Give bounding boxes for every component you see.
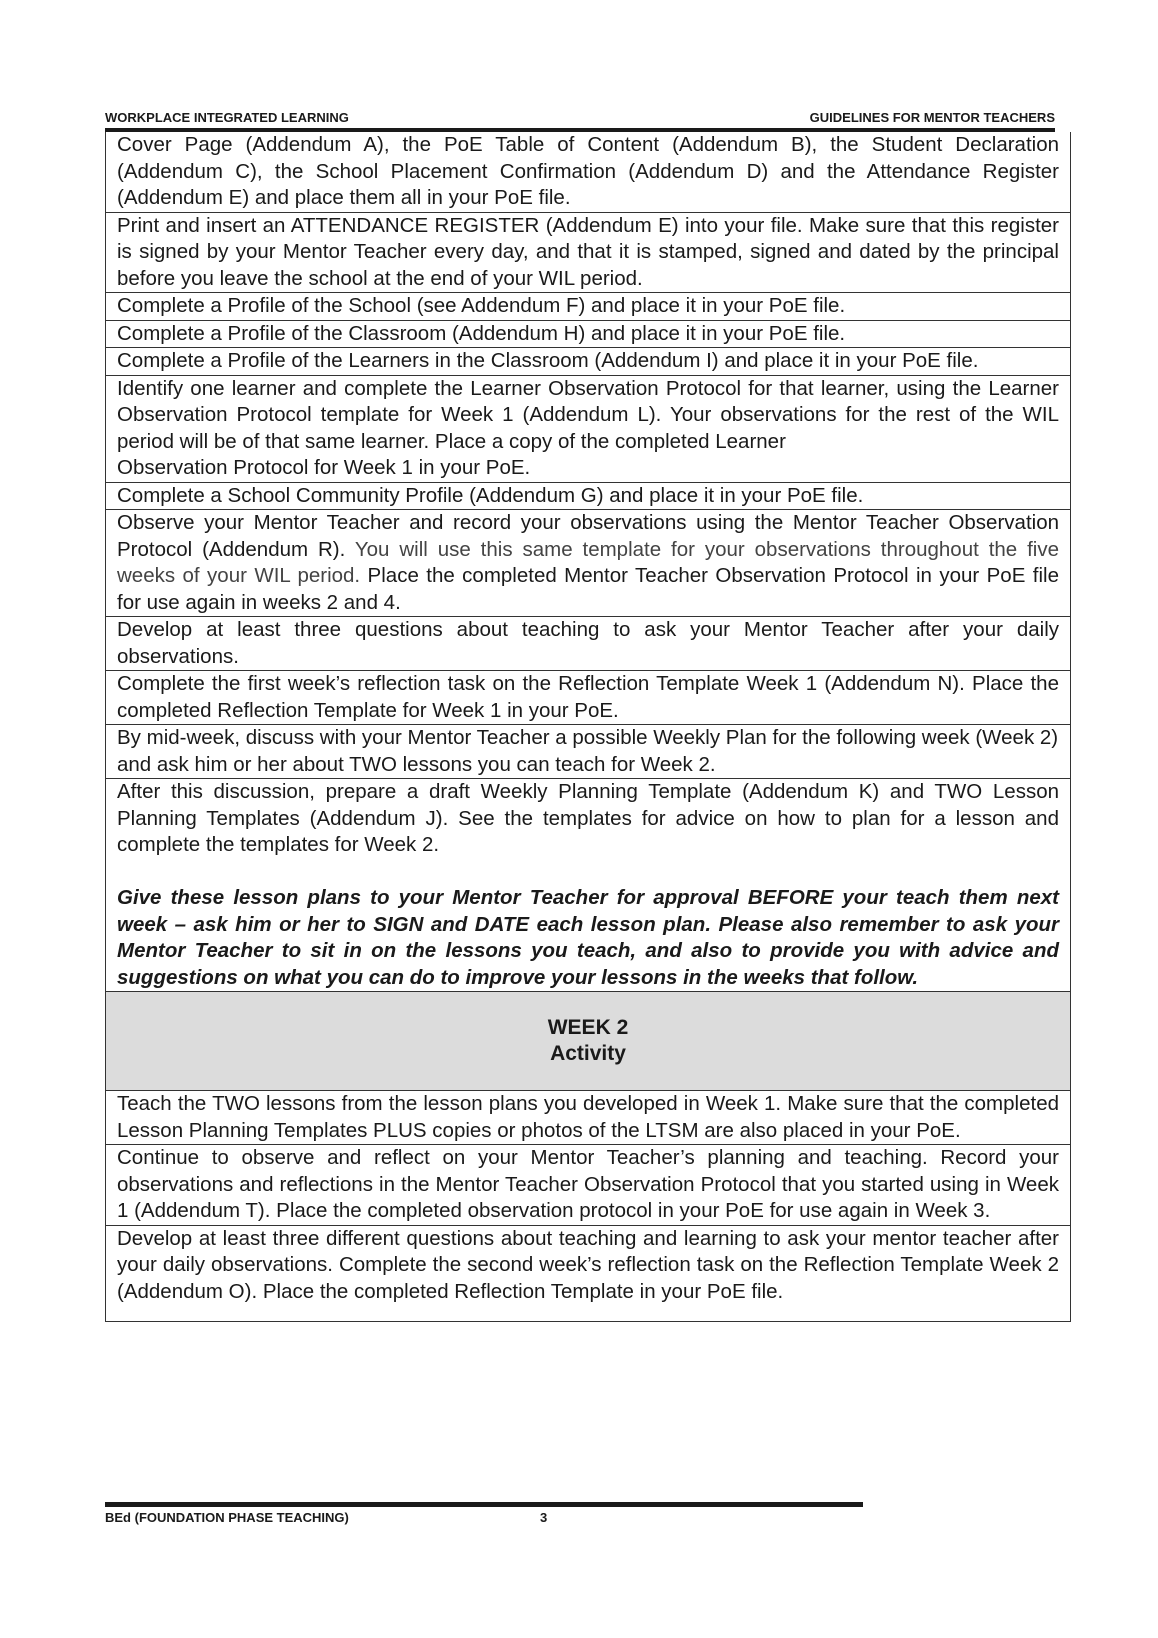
approval-note: Give these lesson plans to your Mentor Teacher for approval BEFORE your teach them next week – ask him or her to SIGN and DATE each lesson plan. Please also remember to ask your Mentor Teacher to sit in on the lessons you teach, and also to provide you with advice and suggestions on what you can do to improve your lessons in the weeks that follow. [117,886,1059,989]
table-row: Continue to observe and reflect on your Mentor Teacher’s planning and teaching. Record your observations and reflections in the Mentor Teacher Observation Protocol that you started using in Week 1 (Addendum T). Place the completed observation protocol in your PoE for use again in Week 3. [106,1145,1070,1226]
table-row: Develop at least three questions about teaching to ask your Mentor Teacher after your daily observations. [106,617,1070,671]
row-text: Observation Protocol for Week 1 in your PoE. [117,456,531,479]
header-right: GUIDELINES FOR MENTOR TEACHERS [809,110,1055,125]
table-row: Complete a Profile of the School (see Addendum F) and place it in your PoE file. [106,293,1070,321]
page-number: 3 [540,1510,548,1525]
table-row [106,376,1070,483]
table-row: Teach the TWO lessons from the lesson plans you developed in Week 1. Make sure that the completed Lesson Planning Templates PLUS copies or photos of the LTSM are also placed in your PoE. [106,1091,1070,1145]
row-text: Identify one learner and complete the Learner Observation Protocol for that learner, using the Learner Observation Protocol template for Week 1 (Addendum L). Your observations for the rest of the WIL period will be of that same learner. Place a copy of the completed Learner [117,376,1059,453]
footer-rule [105,1502,863,1507]
table-row: Complete a Profile of the Classroom (Addendum H) and place it in your PoE file. [106,321,1070,349]
table-row: Complete a Profile of the Learners in the Classroom (Addendum I) and place it in your PoE file. [106,348,1070,376]
table-row [106,510,1070,617]
row-text: After this discussion, prepare a draft Weekly Planning Template (Addendum K) and TWO Lesson Planning Templates (Addendum J). See the templates for advice on how to plan for a lesson and complete the templates for Week 2. [117,780,1059,856]
row-text: Place the completed Mentor Teacher Observation Protocol in your PoE file for use again in weeks 2 and 4. [117,564,1059,614]
table-row: By mid-week, discuss with your Mentor Teacher a possible Weekly Plan for the following week (Week 2) and ask him or her about TWO lessons you can teach for Week 2. [106,725,1070,779]
table-row: Complete the first week’s reflection task on the Reflection Template Week 1 (Addendum N). Place the completed Reflection Template for Week 1 in your PoE. [106,671,1070,725]
paragraph-gap [117,859,1059,886]
activity-table [105,132,1071,1322]
table-row: Develop at least three different questions about teaching and learning to ask your mentor teacher after your daily observations. Complete the second week’s reflection task on the Reflection Template Week 2 (Addendum O). Place the completed Reflection Template in your PoE file. [117,1226,1059,1303]
week-2-heading [106,992,1070,1091]
week-subtitle: Activity [550,1042,626,1065]
header-left: WORKPLACE INTEGRATED LEARNING [105,110,349,125]
row-text: Observe your Mentor Teacher and record your observations using the Mentor Teacher Observation Protocol (Addendum R). [117,511,1059,561]
table-row: Cover Page (Addendum A), the PoE Table of Content (Addendum B), the Student Declaration (Addendum C), the School Placement Confirmation (Addendum D) and the Attendance Register (Addendum E) and place them all in your PoE file. [106,132,1070,213]
page-header [105,110,1055,128]
table-row [106,779,1070,992]
row-text: You will use this same template for your observations throughout the five weeks of your WIL period. [117,537,1060,587]
table-row: Complete a School Community Profile (Addendum G) and place it in your PoE file. [106,483,1070,511]
table-row: Print and insert an ATTENDANCE REGISTER (Addendum E) into your file. Make sure that this register is signed by your Mentor Teacher every day, and that it is stamped, signed and dated by the principal before you leave the school at the end of your WIL period. [106,213,1070,294]
footer-title: BEd (FOUNDATION PHASE TEACHING) [105,1510,349,1525]
week-title: WEEK 2 [547,1015,629,1039]
